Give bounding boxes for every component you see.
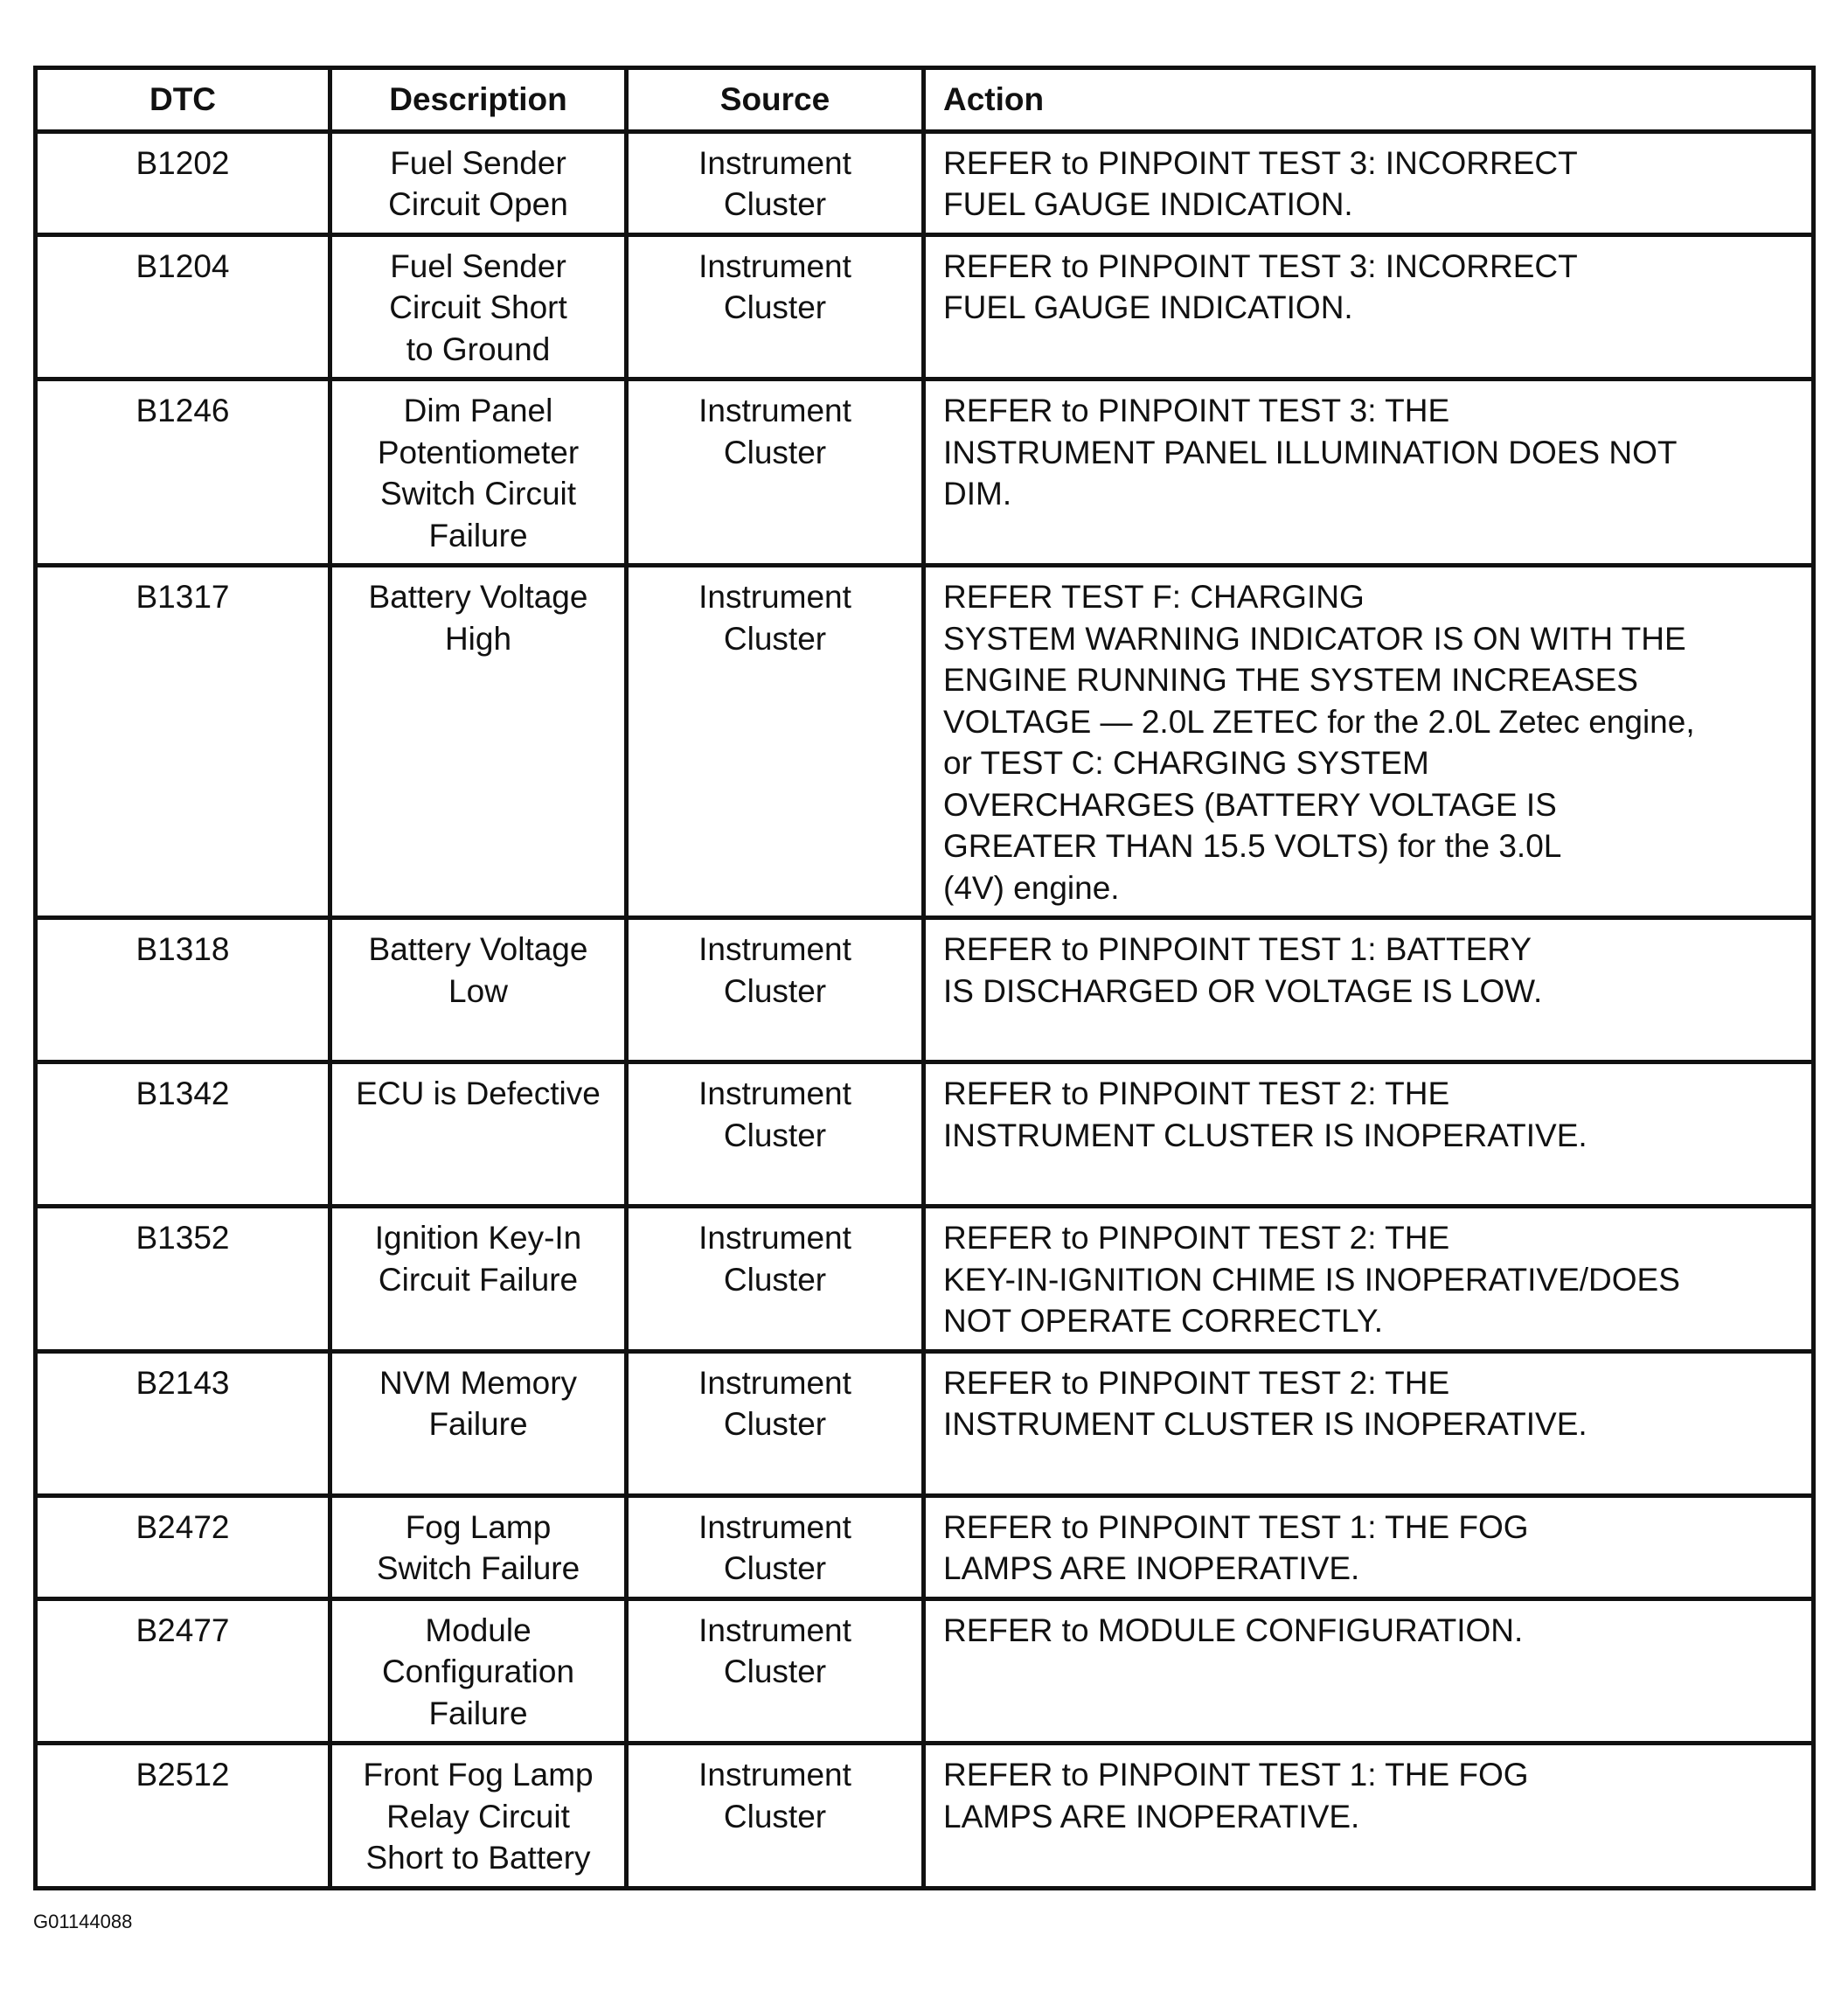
- dtc-code-cell: B1202: [36, 131, 330, 234]
- table-row: [36, 1207, 1814, 1352]
- description-cell: Front Fog Lamp Relay Circuit Short to Battery: [330, 1744, 627, 1889]
- table-row: [36, 131, 1814, 234]
- source-cell: Instrument Cluster: [627, 1062, 924, 1207]
- action-cell: REFER to PINPOINT TEST 3: THE INSTRUMENT PANEL ILLUMINATION DOES NOT DIM.: [924, 379, 1814, 566]
- action-cell: REFER to PINPOINT TEST 2: THE INSTRUMENT CLUSTER IS INOPERATIVE.: [924, 1062, 1814, 1207]
- source-cell: Instrument Cluster: [627, 566, 924, 918]
- action-cell: REFER to PINPOINT TEST 1: THE FOG LAMPS ARE INOPERATIVE.: [924, 1744, 1814, 1889]
- table-body: [36, 131, 1814, 1888]
- source-cell: Instrument Cluster: [627, 131, 924, 234]
- header-dtc: DTC: [36, 68, 330, 132]
- source-cell: Instrument Cluster: [627, 1207, 924, 1352]
- dtc-code-cell: B2477: [36, 1598, 330, 1744]
- table-row: [36, 1062, 1814, 1207]
- table-row: [36, 1598, 1814, 1744]
- source-cell: Instrument Cluster: [627, 918, 924, 1062]
- description-cell: Fuel Sender Circuit Open: [330, 131, 627, 234]
- description-cell: Fuel Sender Circuit Short to Ground: [330, 234, 627, 379]
- header-action: Action: [924, 68, 1814, 132]
- action-cell: REFER to PINPOINT TEST 2: THE INSTRUMENT CLUSTER IS INOPERATIVE.: [924, 1351, 1814, 1495]
- action-cell: REFER to PINPOINT TEST 3: INCORRECT FUEL GAUGE INDICATION.: [924, 234, 1814, 379]
- source-cell: Instrument Cluster: [627, 1598, 924, 1744]
- dtc-code-cell: B1317: [36, 566, 330, 918]
- description-cell: ECU is Defective: [330, 1062, 627, 1207]
- description-cell: Dim Panel Potentiometer Switch Circuit Failure: [330, 379, 627, 566]
- source-cell: Instrument Cluster: [627, 1744, 924, 1889]
- action-cell: REFER to PINPOINT TEST 1: BATTERY IS DISCHARGED OR VOLTAGE IS LOW.: [924, 918, 1814, 1062]
- action-cell: REFER to MODULE CONFIGURATION.: [924, 1598, 1814, 1744]
- dtc-code-cell: B1246: [36, 379, 330, 566]
- description-cell: Ignition Key-In Circuit Failure: [330, 1207, 627, 1352]
- dtc-code-cell: B2143: [36, 1351, 330, 1495]
- description-cell: NVM Memory Failure: [330, 1351, 627, 1495]
- table-row: [36, 379, 1814, 566]
- table-row: [36, 1495, 1814, 1598]
- source-cell: Instrument Cluster: [627, 1351, 924, 1495]
- dtc-code-cell: B1204: [36, 234, 330, 379]
- source-cell: Instrument Cluster: [627, 379, 924, 566]
- source-cell: Instrument Cluster: [627, 234, 924, 379]
- description-cell: Module Configuration Failure: [330, 1598, 627, 1744]
- dtc-code-cell: B2472: [36, 1495, 330, 1598]
- description-cell: Fog Lamp Switch Failure: [330, 1495, 627, 1598]
- action-cell: REFER TEST F: CHARGING SYSTEM WARNING INDICATOR IS ON WITH THE ENGINE RUNNING THE SYSTEM INCREASES VOLTAGE — 2.0L ZETEC for the 2.0L Zetec engine, or TEST C: CHARGING SYSTEM OVERCHARGES (BATTERY VOLTAGE IS GREATER THAN 15.5 VOLTS) for the 3.0L (4V) engine.: [924, 566, 1814, 918]
- table-row: [36, 1351, 1814, 1495]
- table-row: [36, 918, 1814, 1062]
- table-row: [36, 234, 1814, 379]
- table-row: [36, 1744, 1814, 1889]
- figure-id: G01144088: [33, 1911, 133, 1932]
- dtc-code-cell: B1342: [36, 1062, 330, 1207]
- dtc-code-cell: B1352: [36, 1207, 330, 1352]
- source-cell: Instrument Cluster: [627, 1495, 924, 1598]
- dtc-code-cell: B1318: [36, 918, 330, 1062]
- header-description: Description: [330, 68, 627, 132]
- action-cell: REFER to PINPOINT TEST 1: THE FOG LAMPS ARE INOPERATIVE.: [924, 1495, 1814, 1598]
- table-row: [36, 566, 1814, 918]
- description-cell: Battery Voltage Low: [330, 918, 627, 1062]
- action-cell: REFER to PINPOINT TEST 2: THE KEY-IN-IGNITION CHIME IS INOPERATIVE/DOES NOT OPERATE CORRECTLY.: [924, 1207, 1814, 1352]
- description-cell: Battery Voltage High: [330, 566, 627, 918]
- table-header: [36, 68, 1814, 132]
- dtc-table: [33, 66, 1816, 1890]
- header-source: Source: [627, 68, 924, 132]
- dtc-code-cell: B2512: [36, 1744, 330, 1889]
- header-row: [36, 68, 1814, 132]
- action-cell: REFER to PINPOINT TEST 3: INCORRECT FUEL GAUGE INDICATION.: [924, 131, 1814, 234]
